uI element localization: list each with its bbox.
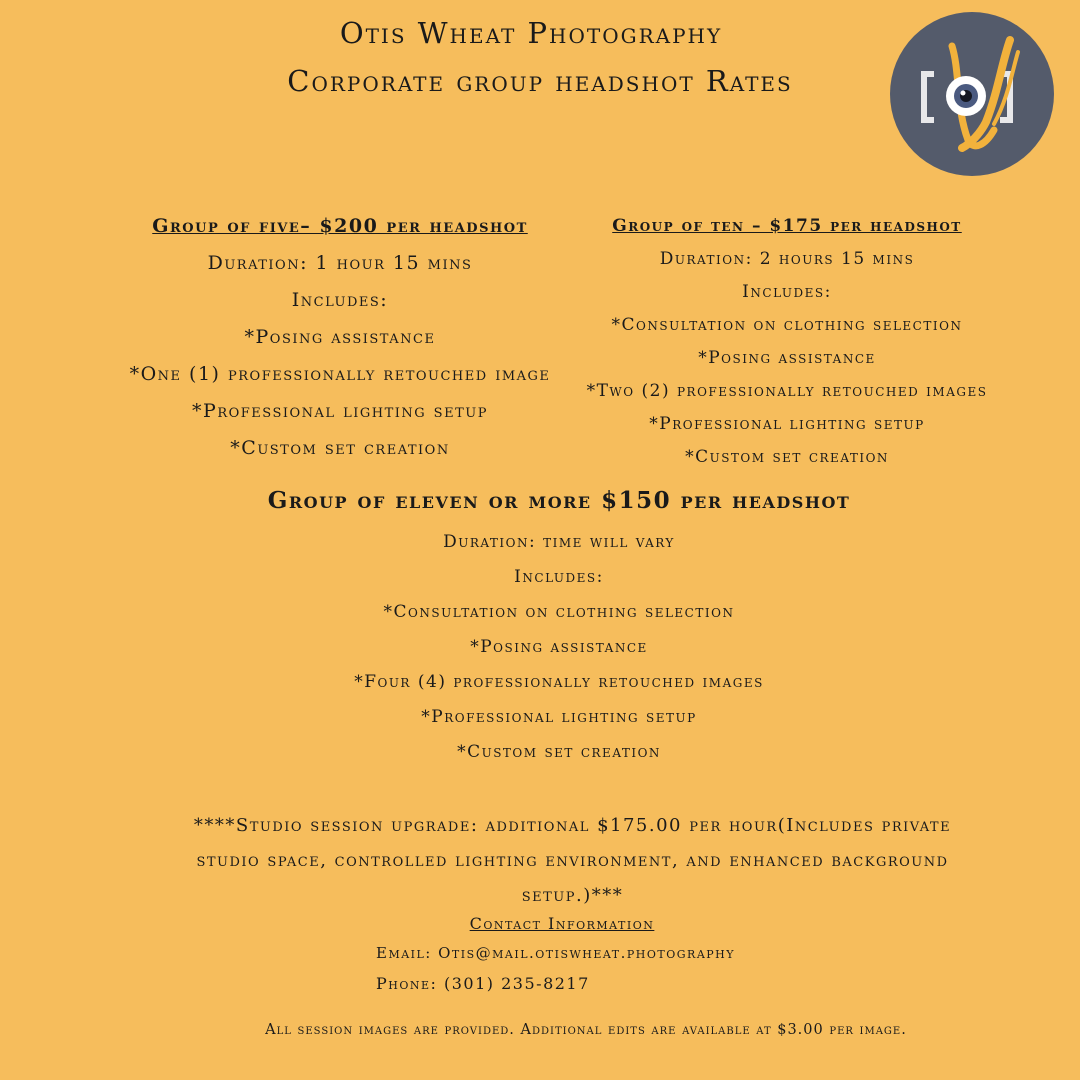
package-duration: Duration: time will vary: [443, 532, 675, 552]
includes-label: Includes:: [742, 282, 832, 302]
package-duration: Duration: 2 hours 15 mins: [659, 249, 915, 269]
package-item: *Consultation on clothing selection: [383, 602, 735, 622]
package-item: *Custom set creation: [457, 742, 661, 762]
contact-email: Email: Otis@mail.otiswheat.photography: [376, 944, 736, 962]
package-group-five: [60, 212, 620, 471]
contact-phone: Phone: (301) 235-8217: [376, 974, 590, 993]
includes-label: Includes:: [514, 567, 604, 587]
includes-label: Includes:: [291, 289, 389, 311]
camera-eye-logo-icon: [890, 12, 1054, 176]
package-item: *Two (2) professionally retouched images: [586, 381, 988, 401]
studio-upgrade-note: [160, 808, 985, 913]
package-heading: Group of ten – $175 per headshot: [612, 216, 962, 236]
package-item: *Posing assistance: [244, 326, 436, 348]
package-item: *Professional lighting setup: [192, 400, 488, 422]
page-title: Otis Wheat Photography: [339, 16, 723, 50]
package-item: *Posing assistance: [470, 637, 648, 657]
package-item: *Custom set creation: [230, 437, 450, 459]
package-item: *Four (4) professionally retouched images: [354, 672, 764, 692]
upgrade-line: studio space, controlled lighting environment, and enhanced background: [196, 850, 949, 871]
package-group-ten: [572, 212, 1002, 476]
package-heading: Group of eleven or more $150 per headshot: [267, 487, 851, 514]
footer-note: All session images are provided. Additional edits are available at $3.00 per image.: [265, 1022, 907, 1038]
package-item: *One (1) professionally retouched image: [129, 363, 551, 385]
contact-heading: Contact Information: [469, 914, 655, 933]
upgrade-line: ****Studio session upgrade: additional $175.00 per hour(Includes private: [193, 815, 952, 836]
package-group-eleven: [0, 483, 1080, 772]
package-duration: Duration: 1 hour 15 mins: [207, 252, 473, 274]
page-subtitle: Corporate group headshot Rates: [287, 64, 793, 98]
package-item: *Posing assistance: [698, 348, 876, 368]
upgrade-line: setup.)***: [521, 885, 624, 906]
package-item: *Professional lighting setup: [649, 414, 925, 434]
package-item: *Professional lighting setup: [421, 707, 697, 727]
package-heading: Group of five– $200 per headshot: [152, 215, 528, 237]
package-item: *Consultation on clothing selection: [611, 315, 963, 335]
package-item: *Custom set creation: [685, 447, 889, 467]
